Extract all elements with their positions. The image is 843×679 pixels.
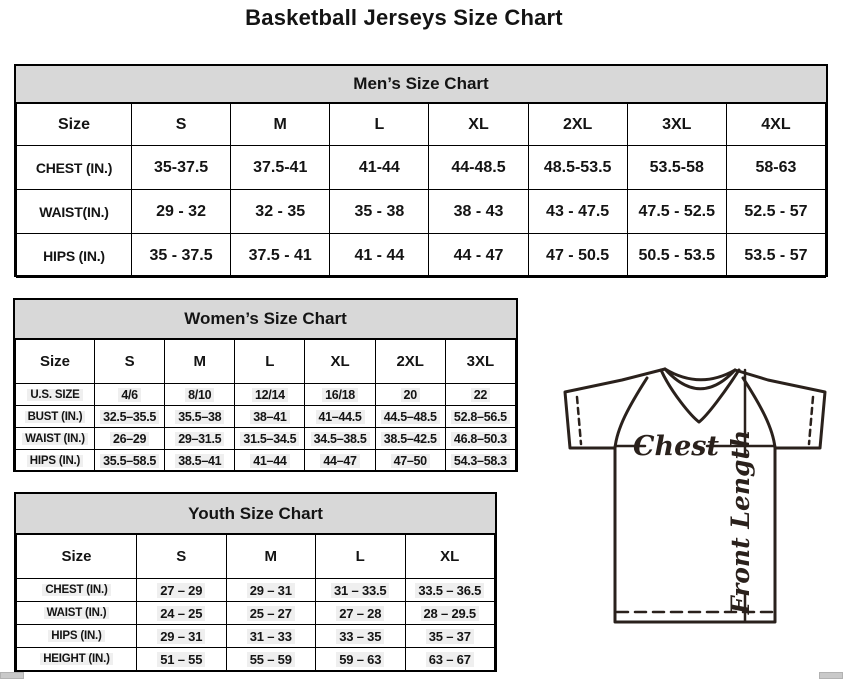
row-label: WAIST (IN.) — [16, 428, 95, 450]
size-column-header: XL — [429, 104, 528, 146]
table-row — [16, 428, 516, 450]
value-cell: 41 - 44 — [330, 234, 429, 278]
horizontal-scrollbar-fragment-left[interactable] — [0, 672, 24, 679]
size-column-header: S — [95, 340, 165, 384]
value-cell: 35-37.5 — [132, 146, 231, 190]
size-column-header: XL — [305, 340, 375, 384]
row-label: CHEST (IN.) — [17, 146, 132, 190]
value-cell: 59 – 63 — [316, 648, 406, 671]
mens-chart-title: Men’s Size Chart — [16, 66, 826, 103]
value-cell: 58-63 — [726, 146, 825, 190]
value-cell: 16/18 — [305, 384, 375, 406]
value-cell: 38 - 43 — [429, 190, 528, 234]
value-cell: 63 – 67 — [405, 648, 495, 671]
value-cell: 41–44 — [235, 450, 305, 472]
value-cell: 52.8–56.5 — [445, 406, 515, 428]
size-column-header: M — [226, 535, 316, 579]
size-corner-header: Size — [17, 535, 137, 579]
value-cell: 37.5-41 — [231, 146, 330, 190]
value-cell: 53.5 - 57 — [726, 234, 825, 278]
value-cell: 27 – 29 — [137, 579, 227, 602]
value-cell: 34.5–38.5 — [305, 428, 375, 450]
value-cell: 25 – 27 — [226, 602, 316, 625]
value-cell: 24 – 25 — [137, 602, 227, 625]
value-cell: 35 - 38 — [330, 190, 429, 234]
value-cell: 31.5–34.5 — [235, 428, 305, 450]
value-cell: 33 – 35 — [316, 625, 406, 648]
size-column-header: 4XL — [726, 104, 825, 146]
value-cell: 44–47 — [305, 450, 375, 472]
table-row — [17, 625, 495, 648]
value-cell: 44.5–48.5 — [375, 406, 445, 428]
row-label: CHEST (IN.) — [17, 579, 137, 602]
table-row — [16, 384, 516, 406]
jersey-measurement-diagram — [553, 360, 843, 646]
value-cell: 54.3–58.3 — [445, 450, 515, 472]
value-cell: 4/6 — [95, 384, 165, 406]
size-column-header: L — [235, 340, 305, 384]
size-corner-header: Size — [16, 340, 95, 384]
page-title: Basketball Jerseys Size Chart — [245, 5, 563, 30]
row-label: WAIST(IN.) — [17, 190, 132, 234]
value-cell: 41-44 — [330, 146, 429, 190]
row-label: HIPS (IN.) — [17, 625, 137, 648]
table-row — [17, 146, 826, 190]
value-cell: 50.5 - 53.5 — [627, 234, 726, 278]
size-column-header: L — [330, 104, 429, 146]
value-cell: 12/14 — [235, 384, 305, 406]
size-column-header: XL — [405, 535, 495, 579]
table-row — [17, 190, 826, 234]
row-label: BUST (IN.) — [16, 406, 95, 428]
value-cell: 55 – 59 — [226, 648, 316, 671]
value-cell: 37.5 - 41 — [231, 234, 330, 278]
womens-size-chart — [13, 298, 518, 472]
womens-size-table — [15, 339, 516, 472]
youth-size-table — [16, 534, 495, 671]
value-cell: 41–44.5 — [305, 406, 375, 428]
size-column-header: M — [231, 104, 330, 146]
table-row — [16, 406, 516, 428]
size-column-header: L — [316, 535, 406, 579]
jersey-left-cuff-dash — [577, 397, 581, 444]
value-cell: 35 – 37 — [405, 625, 495, 648]
size-column-header: 2XL — [528, 104, 627, 146]
size-column-header: 2XL — [375, 340, 445, 384]
table-row — [17, 234, 826, 278]
jersey-right-cuff-dash — [809, 397, 813, 444]
row-label: HEIGHT (IN.) — [17, 648, 137, 671]
value-cell: 35 - 37.5 — [132, 234, 231, 278]
size-column-header: S — [137, 535, 227, 579]
jersey-outline — [565, 369, 825, 622]
youth-chart-title: Youth Size Chart — [16, 494, 495, 534]
table-row — [17, 579, 495, 602]
value-cell: 28 – 29.5 — [405, 602, 495, 625]
size-column-header: 3XL — [627, 104, 726, 146]
mens-size-table — [16, 103, 826, 278]
value-cell: 44-48.5 — [429, 146, 528, 190]
value-cell: 31 – 33 — [226, 625, 316, 648]
youth-size-chart — [14, 492, 497, 672]
value-cell: 26–29 — [95, 428, 165, 450]
value-cell: 29 – 31 — [226, 579, 316, 602]
value-cell: 8/10 — [165, 384, 235, 406]
row-label: WAIST (IN.) — [17, 602, 137, 625]
value-cell: 38–41 — [235, 406, 305, 428]
value-cell: 29 - 32 — [132, 190, 231, 234]
value-cell: 27 – 28 — [316, 602, 406, 625]
row-label: HIPS (IN.) — [16, 450, 95, 472]
table-row — [17, 648, 495, 671]
value-cell: 35.5–38 — [165, 406, 235, 428]
table-row — [16, 450, 516, 472]
size-column-header: 3XL — [445, 340, 515, 384]
value-cell: 47–50 — [375, 450, 445, 472]
value-cell: 22 — [445, 384, 515, 406]
value-cell: 48.5-53.5 — [528, 146, 627, 190]
value-cell: 29–31.5 — [165, 428, 235, 450]
table-row — [17, 602, 495, 625]
value-cell: 38.5–41 — [165, 450, 235, 472]
value-cell: 20 — [375, 384, 445, 406]
size-column-header: S — [132, 104, 231, 146]
value-cell: 53.5-58 — [627, 146, 726, 190]
value-cell: 32.5–35.5 — [95, 406, 165, 428]
value-cell: 33.5 – 36.5 — [405, 579, 495, 602]
womens-chart-title: Women’s Size Chart — [15, 300, 516, 339]
value-cell: 51 – 55 — [137, 648, 227, 671]
horizontal-scrollbar-fragment-right[interactable] — [819, 672, 843, 679]
row-label: HIPS (IN.) — [17, 234, 132, 278]
front-length-label: Front Length — [726, 429, 755, 615]
size-column-header: M — [165, 340, 235, 384]
value-cell: 44 - 47 — [429, 234, 528, 278]
mens-size-chart — [14, 64, 828, 277]
row-label: U.S. SIZE — [16, 384, 95, 406]
value-cell: 46.8–50.3 — [445, 428, 515, 450]
value-cell: 52.5 - 57 — [726, 190, 825, 234]
value-cell: 31 – 33.5 — [316, 579, 406, 602]
value-cell: 43 - 47.5 — [528, 190, 627, 234]
value-cell: 38.5–42.5 — [375, 428, 445, 450]
value-cell: 35.5–58.5 — [95, 450, 165, 472]
value-cell: 47.5 - 52.5 — [627, 190, 726, 234]
size-corner-header: Size — [17, 104, 132, 146]
value-cell: 29 – 31 — [137, 625, 227, 648]
chest-label: Chest — [633, 431, 719, 462]
value-cell: 47 - 50.5 — [528, 234, 627, 278]
value-cell: 32 - 35 — [231, 190, 330, 234]
